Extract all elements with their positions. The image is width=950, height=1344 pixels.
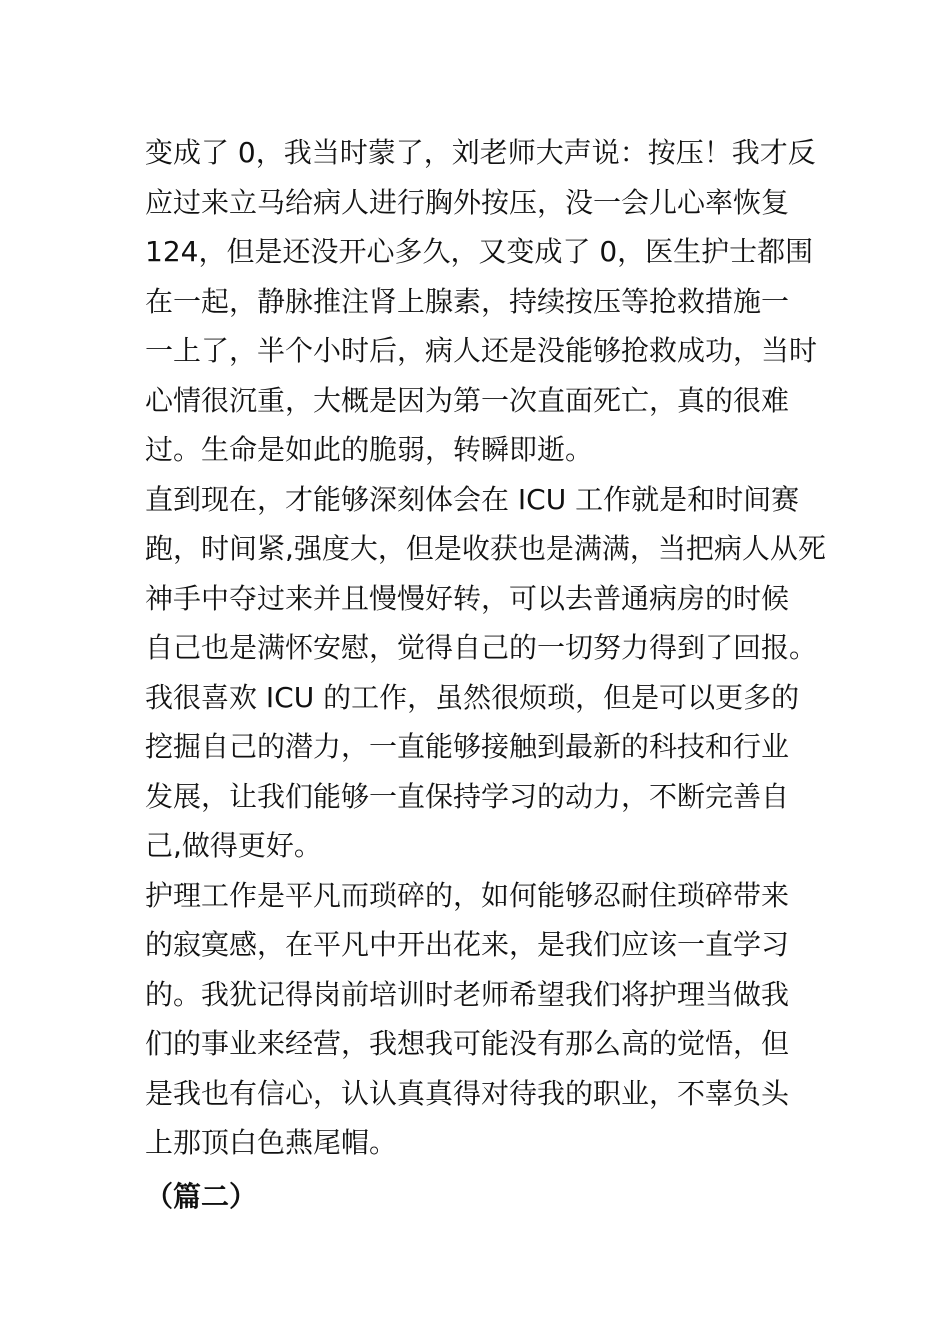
- text-line: 的寂寞感，在平凡中开出花来，是我们应该一直学习: [145, 928, 790, 961]
- text-line: 在一起，静脉推注肾上腺素，持续按压等抢救措施一: [145, 284, 790, 318]
- section-heading: （篇二）: [145, 1180, 258, 1213]
- text-line: 我很喜欢 ICU 的工作，虽然很烦琐，但是可以更多的: [145, 680, 800, 714]
- text-line: 自己也是满怀安慰，觉得自己的一切努力得到了回报。: [145, 631, 818, 664]
- text-line: 应过来立马给病人进行胸外按压，没一会儿心率恢复: [145, 185, 790, 219]
- text-line: 己,做得更好。: [145, 829, 322, 862]
- text-line: 心情很沉重，大概是因为第一次直面死亡，真的很难: [145, 383, 790, 417]
- text-line: 上那顶白色燕尾帽。: [145, 1126, 398, 1159]
- text-line: 一上了，半个小时后，病人还是没能够抢救成功，当时: [145, 334, 818, 367]
- text-line: 神手中夺过来并且慢慢好转，可以去普通病房的时候: [145, 581, 790, 615]
- text-line: 变成了 0，我当时蒙了，刘老师大声说：按压！我才反: [145, 136, 816, 169]
- text-line: 直到现在，才能够深刻体会在 ICU 工作就是和时间赛: [145, 482, 800, 516]
- text-line: 是我也有信心，认认真真得对待我的职业，不辜负头: [145, 1076, 790, 1110]
- body-text: [145, 128, 825, 1168]
- text-line: 挖掘自己的潜力，一直能够接触到最新的科技和行业: [145, 730, 790, 763]
- text-line: 发展，让我们能够一直保持学习的动力，不断完善自: [145, 779, 790, 813]
- text-line: 跑，时间紧,强度大，但是收获也是满满，当把病人从死: [145, 532, 826, 565]
- text-line: 们的事业来经营，我想我可能没有那么高的觉悟，但: [145, 1027, 790, 1060]
- text-line: 124，但是还没开心多久，又变成了 0，医生护士都围: [145, 235, 814, 268]
- text-line: 护理工作是平凡而琐碎的，如何能够忍耐住琐碎带来: [145, 878, 790, 912]
- text-line: 过。生命是如此的脆弱，转瞬即逝。: [145, 433, 594, 466]
- text-line: 的。我犹记得岗前培训时老师希望我们将护理当做我: [145, 977, 790, 1011]
